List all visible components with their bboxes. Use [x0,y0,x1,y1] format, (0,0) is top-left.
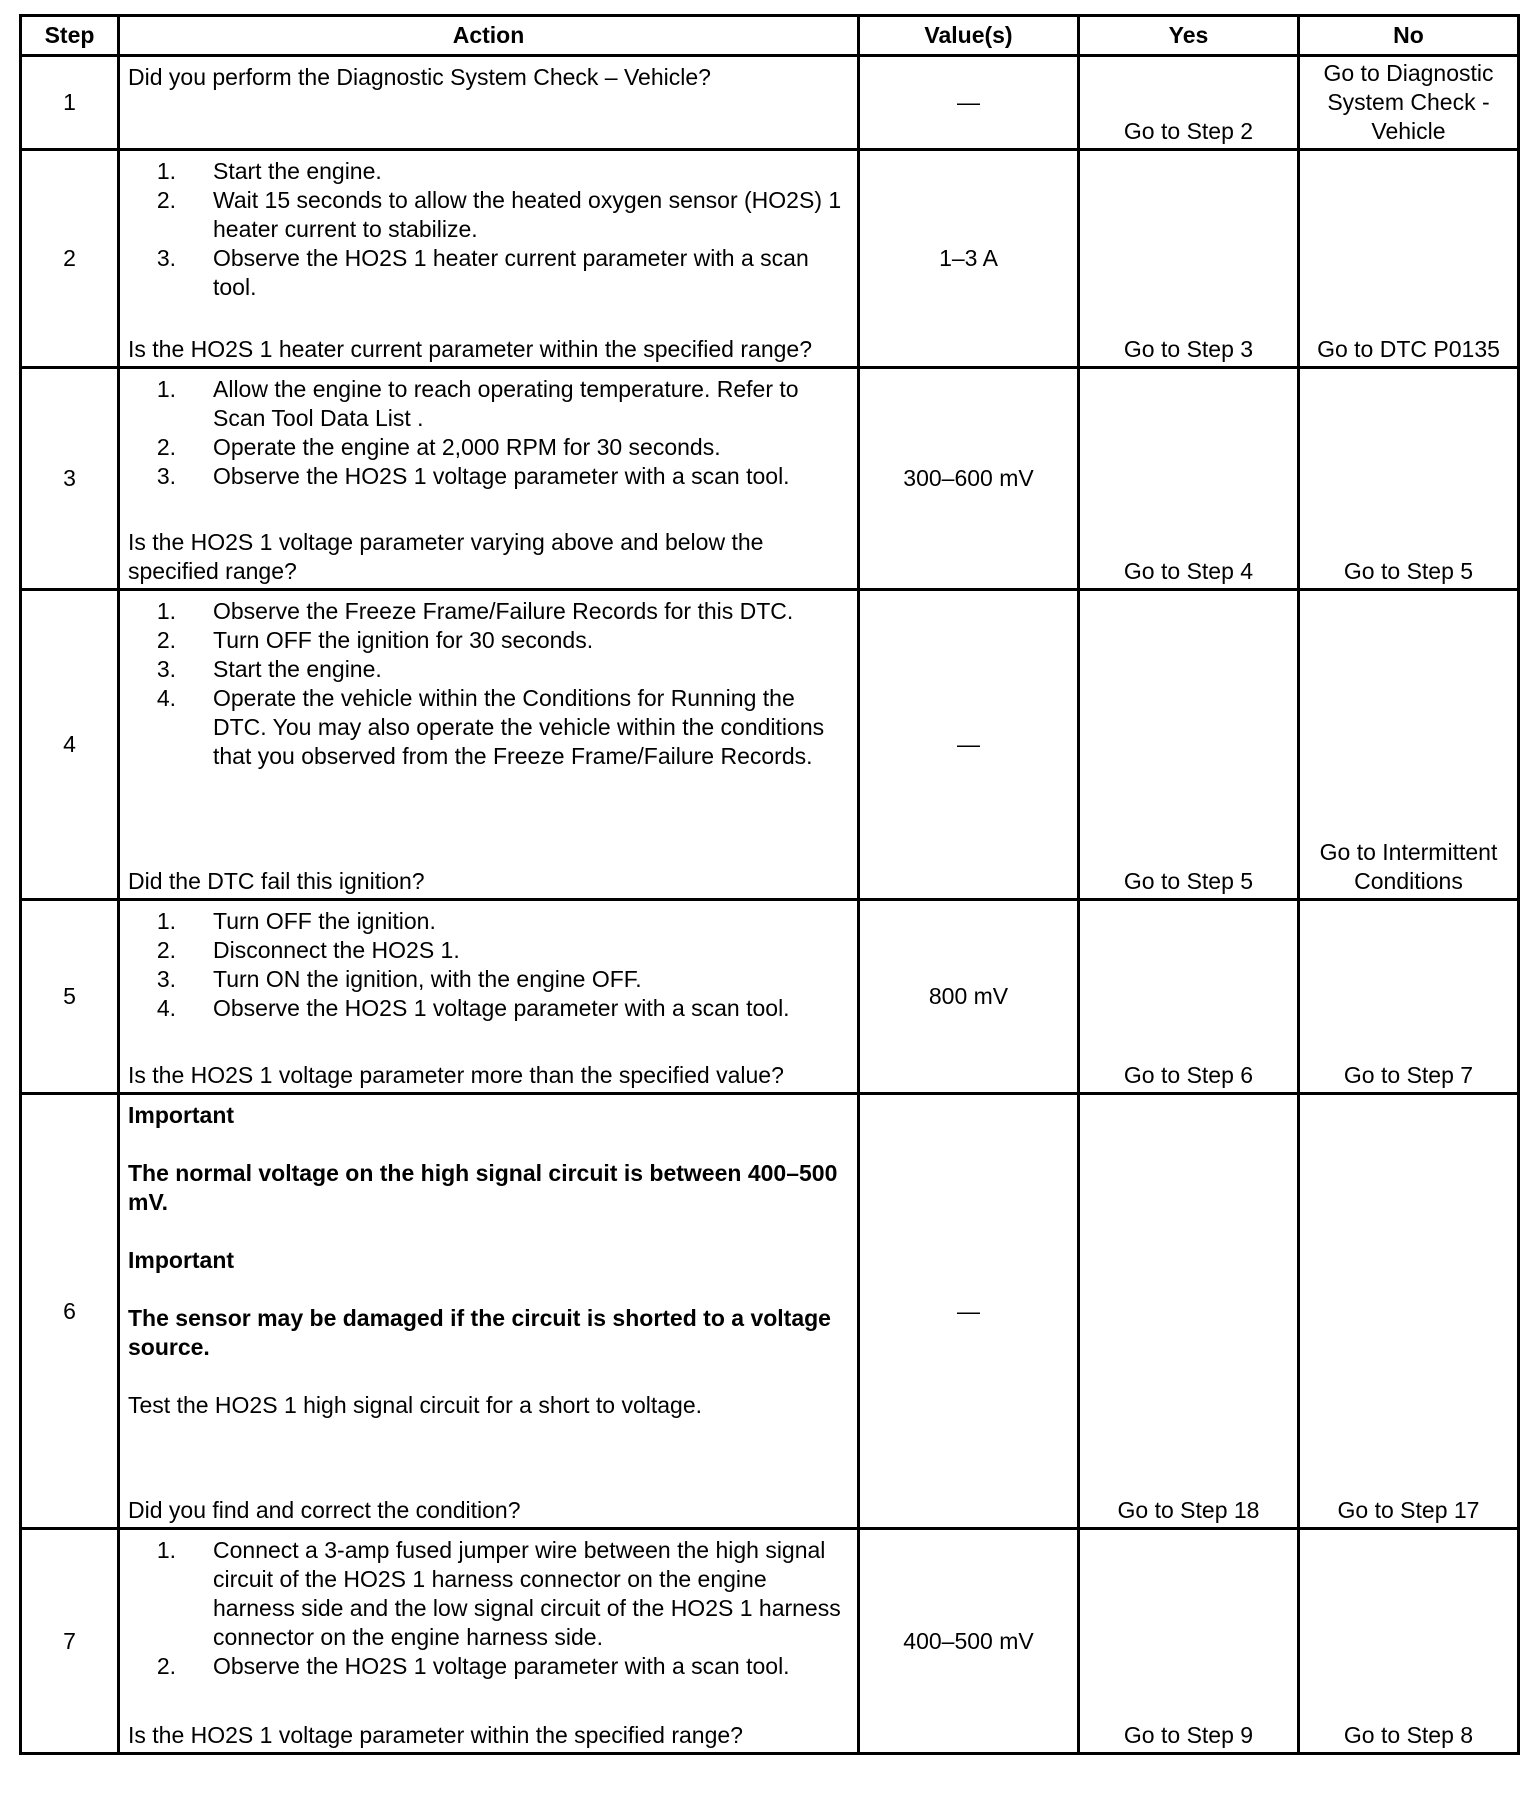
step-number: 5 [21,900,119,1094]
table-row [21,368,1519,590]
procedure-list [128,375,849,491]
list-item: 2. Operate the engine at 2,000 RPM for 30 seconds. [156,434,721,460]
list-item: 1. Allow the engine to reach operating temperature. Refer to Scan Tool Data List . [156,376,799,431]
list-item: 1. Connect a 3-amp fused jumper wire between the high signal circuit of the HO2S 1 harness connector on the engine harness side and the low signal circuit of the HO2S 1 harness connector on the engine harness side. [156,1537,841,1650]
procedure-list [128,1536,849,1681]
list-item: 4. Operate the vehicle within the Conditions for Running the DTC. You may also operate the vehicle within the conditions that you observed from the Freeze Frame/Failure Records. [156,685,825,769]
list-item: 2. Observe the HO2S 1 voltage parameter with a scan tool. [156,1653,790,1679]
action-question: Is the HO2S 1 heater current parameter within the specified range? [128,336,812,362]
action-instruction: Test the HO2S 1 high signal circuit for a short to voltage. [128,1392,703,1418]
action-cell [119,1529,859,1754]
step-number: 3 [21,368,119,590]
yes-cell: Go to Step 9 [1079,1529,1299,1754]
no-cell: Go to Step 17 [1299,1094,1519,1529]
step-number: 1 [21,56,119,150]
yes-cell: Go to Step 4 [1079,368,1299,590]
action-question: Did you perform the Diagnostic System Check – Vehicle? [128,64,711,90]
list-item: 1. Observe the Freeze Frame/Failure Records for this DTC. [156,598,794,624]
no-cell: Go to Step 5 [1299,368,1519,590]
header-no: No [1299,16,1519,56]
list-item: 2. Turn OFF the ignition for 30 seconds. [156,627,594,653]
yes-cell: Go to Step 5 [1079,590,1299,900]
list-item: 1. Start the engine. [156,158,382,184]
no-cell: Go to Step 7 [1299,900,1519,1094]
step-number: 2 [21,150,119,368]
step-number: 7 [21,1529,119,1754]
action-question: Did the DTC fail this ignition? [128,868,425,894]
list-item: 3. Turn ON the ignition, with the engine OFF. [156,966,642,992]
list-item: 1. Turn OFF the ignition. [156,908,436,934]
value-cell: — [859,56,1079,150]
table-row [21,1094,1519,1529]
header-yes: Yes [1079,16,1299,56]
step-number: 6 [21,1094,119,1529]
important-heading: Important [128,1102,235,1128]
yes-cell: Go to Step 6 [1079,900,1299,1094]
step-number: 4 [21,590,119,900]
list-item: 3. Start the engine. [156,656,382,682]
list-item: 2. Wait 15 seconds to allow the heated oxygen sensor (HO2S) 1 heater current to stabilize. [156,187,842,242]
important-note: The normal voltage on the high signal circuit is between 400–500 mV. [128,1160,838,1215]
no-cell: Go to Intermittent Conditions [1299,590,1519,900]
value-cell: — [859,1094,1079,1529]
action-cell [119,56,859,150]
header-step: Step [21,16,119,56]
list-item: 4. Observe the HO2S 1 voltage parameter with a scan tool. [156,995,790,1021]
table-row [21,56,1519,150]
value-cell: — [859,590,1079,900]
header-values: Value(s) [859,16,1079,56]
list-item: 3. Observe the HO2S 1 heater current parameter with a scan tool. [156,245,809,300]
action-question: Is the HO2S 1 voltage parameter varying above and below the specified range? [128,529,764,584]
action-cell [119,900,859,1094]
value-cell: 800 mV [859,900,1079,1094]
table-row [21,900,1519,1094]
procedure-list [128,907,849,1023]
procedure-list [128,597,849,771]
action-question: Is the HO2S 1 voltage parameter within the specified range? [128,1722,743,1748]
value-cell: 300–600 mV [859,368,1079,590]
important-note: The sensor may be damaged if the circuit is shorted to a voltage source. [128,1305,831,1360]
list-item: 2. Disconnect the HO2S 1. [156,937,460,963]
value-cell: 1–3 A [859,150,1079,368]
action-cell [119,150,859,368]
action-cell [119,1094,859,1529]
yes-cell: Go to Step 2 [1079,56,1299,150]
no-cell: Go to Step 8 [1299,1529,1519,1754]
header-row [21,16,1519,56]
diagnostic-table [19,14,1520,1755]
action-question: Did you find and correct the condition? [128,1497,521,1523]
table-row [21,590,1519,900]
action-cell [119,368,859,590]
table-row [21,1529,1519,1754]
important-heading: Important [128,1247,235,1273]
table-row [21,150,1519,368]
no-cell: Go to DTC P0135 [1299,150,1519,368]
yes-cell: Go to Step 3 [1079,150,1299,368]
yes-cell: Go to Step 18 [1079,1094,1299,1529]
list-item: 3. Observe the HO2S 1 voltage parameter with a scan tool. [156,463,790,489]
action-question: Is the HO2S 1 voltage parameter more than the specified value? [128,1062,784,1088]
no-cell: Go to Diagnostic System Check - Vehicle [1299,56,1519,150]
value-cell: 400–500 mV [859,1529,1079,1754]
action-cell [119,590,859,900]
header-action: Action [119,16,859,56]
procedure-list [128,157,849,302]
